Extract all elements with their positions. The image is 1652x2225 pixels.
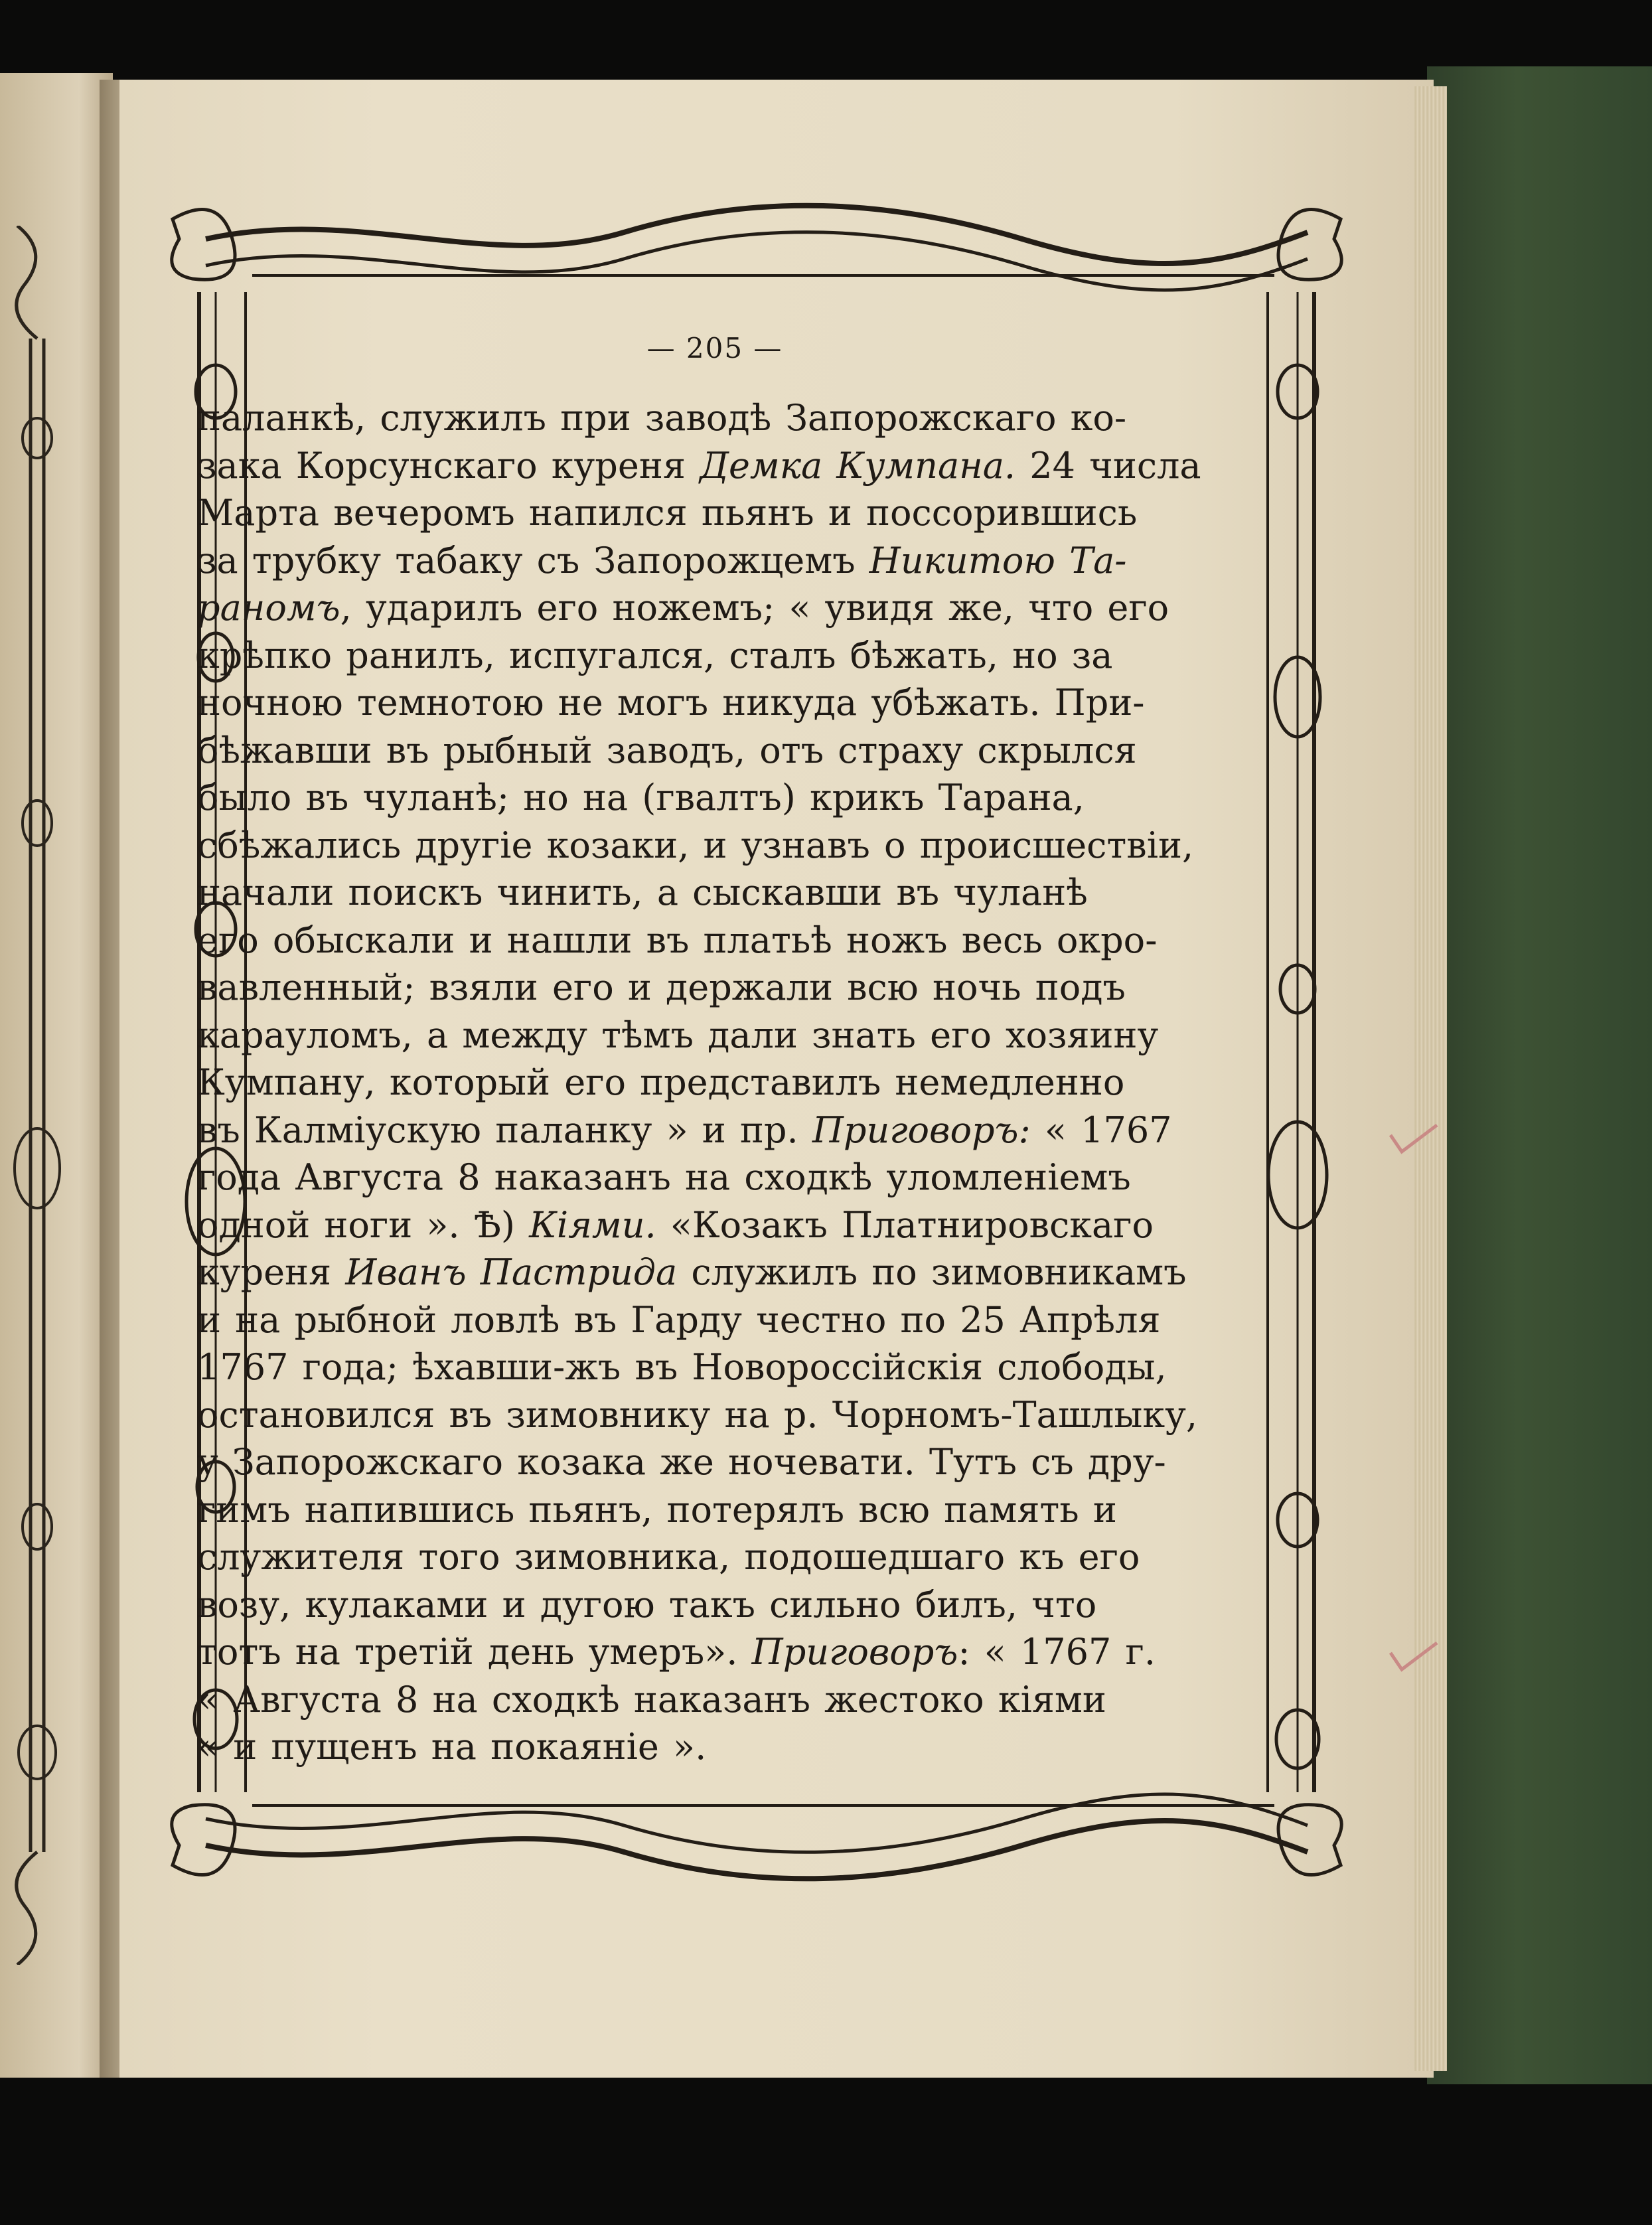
text-run: вавленный; взяли его и держали всю ночь подъ [197, 966, 1126, 1008]
text-run: служителя того зимовника, подошедшаго къ его [197, 1536, 1140, 1578]
text-line [197, 1487, 1117, 1533]
text-line [197, 490, 1137, 536]
text-line [197, 1249, 1187, 1296]
text-run: у Запорожскаго козака же ночевати. Тутъ съ дру- [197, 1441, 1166, 1483]
text-run: « Августа 8 на сходкѣ наказанъ жестоко кіями [197, 1678, 1106, 1721]
text-run: : « 1767 г. [958, 1631, 1156, 1673]
text-line [197, 870, 1088, 916]
facing-page [0, 73, 113, 2078]
italic-text: Демка Кумпана. [700, 444, 1016, 487]
text-line [197, 1629, 1156, 1675]
pencil-check-mark [1387, 1640, 1440, 1679]
text-line [197, 538, 1127, 584]
text-run: «Козакъ Платнировскаго [656, 1203, 1154, 1246]
text-line [197, 1344, 1167, 1391]
text-line [197, 775, 1085, 821]
text-line [197, 1534, 1140, 1580]
text-line [197, 964, 1126, 1011]
text-run: его обыскали и нашли въ платьѣ ножъ весь окро- [197, 919, 1158, 961]
page-edges [1414, 86, 1447, 2071]
text-run: возу, кулаками и дугою такъ сильно билъ, что [197, 1583, 1097, 1626]
text-run: паланкѣ, служилъ при заводѣ Запорожскаго ко- [197, 397, 1127, 439]
text-line [197, 1439, 1166, 1486]
text-run: начали поискъ чинить, а сыскавши въ чуланѣ [197, 872, 1088, 913]
book-cover [1427, 66, 1652, 2084]
text-run: 1767 года; ѣхавши-жъ въ Новороссійскія слободы, [197, 1346, 1167, 1388]
text-run: зака Корсунскаго куреня [197, 444, 700, 487]
text-line [197, 1107, 1172, 1154]
text-line [197, 1012, 1158, 1059]
text-run: тотъ на третій день умеръ». [197, 1631, 752, 1673]
text-run: крѣпко ранилъ, испугался, сталъ бѣжать, но за [197, 634, 1113, 676]
text-run: служилъ по зимовникамъ [677, 1251, 1187, 1293]
text-line [197, 822, 1193, 869]
text-run: остановился въ зимовнику на р. Чорномъ-Ташлыку, [197, 1393, 1198, 1436]
text-line [197, 1297, 1160, 1343]
italic-text: Иванъ Пастрида [345, 1251, 678, 1293]
text-run: 24 числа [1015, 444, 1201, 487]
text-run: одной ноги ». Ѣ) [197, 1203, 530, 1246]
text-run: ночною темнотою не могъ никуда убѣжать. При- [197, 682, 1145, 724]
text-run: « и пущенъ на покаяніе ». [197, 1726, 707, 1768]
italic-text: Никитою Та- [869, 539, 1127, 581]
text-line [197, 633, 1112, 679]
text-line [197, 917, 1157, 964]
text-run: , ударилъ его ножемъ; « увидя же, что его [340, 587, 1169, 629]
text-line [197, 1582, 1096, 1628]
text-run: карауломъ, а между тѣмъ дали знать его хозяину [197, 1014, 1159, 1056]
italic-text: Приговоръ: [812, 1109, 1031, 1151]
text-run: сбѣжались другіе козаки, и узнавъ о происшествіи, [197, 824, 1194, 866]
text-line [197, 680, 1145, 726]
text-run: бѣжавши въ рыбный заводъ, отъ страху скрылся [197, 729, 1137, 771]
text-line [197, 443, 1201, 489]
text-run: въ Калміускую паланку » и пр. [197, 1109, 812, 1151]
text-line [197, 585, 1169, 631]
text-run: куреня [197, 1251, 346, 1293]
text-line [197, 1202, 1154, 1249]
pencil-check-mark [1387, 1122, 1440, 1162]
text-line [197, 1059, 1124, 1106]
text-run: Марта вечеромъ напился пьянъ и поссорившись [197, 492, 1138, 534]
italic-text: Приговоръ [751, 1631, 958, 1673]
text-line [197, 728, 1137, 774]
text-run: Кумпану, который его представилъ немедленно [197, 1061, 1125, 1103]
text-run: и на рыбной ловлѣ въ Гарду честно по 25 Апрѣля [197, 1298, 1161, 1341]
text-line [197, 1677, 1106, 1723]
text-line [197, 1154, 1131, 1201]
text-line [197, 1724, 706, 1770]
text-run: года Августа 8 наказанъ на сходкѣ уломленіемъ [197, 1156, 1131, 1198]
italic-text: раномъ [197, 587, 340, 629]
text-run: было въ чуланѣ; но на (гвалтъ) крикъ Тарана, [197, 777, 1085, 818]
facing-page-ornamental-border [4, 226, 77, 1965]
italic-text: Кіями. [529, 1203, 656, 1246]
page-number: — 205 — [646, 332, 783, 364]
text-line [197, 395, 1126, 441]
text-line [197, 1392, 1197, 1438]
text-run: « 1767 [1030, 1109, 1172, 1151]
text-run: за трубку табаку съ Запорожцемъ [197, 539, 869, 581]
text-run: гимъ напившись пьянъ, потерялъ всю память и [197, 1488, 1117, 1531]
